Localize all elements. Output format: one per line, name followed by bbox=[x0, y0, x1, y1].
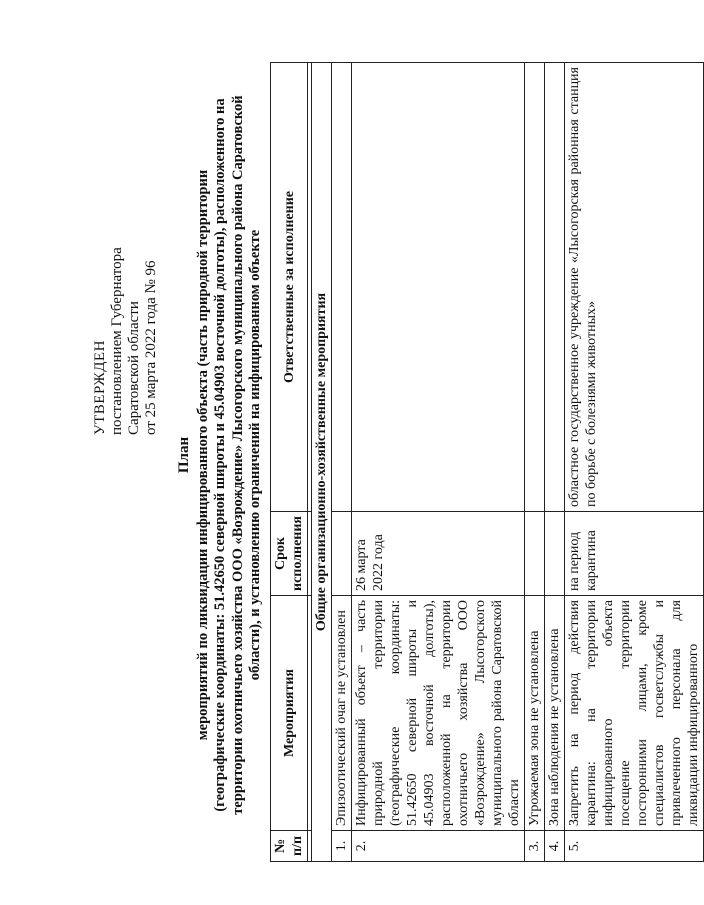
approval-line-2: Саратовской области bbox=[126, 301, 142, 435]
title-plan: План bbox=[176, 436, 192, 474]
row-responsible bbox=[332, 63, 352, 512]
row-responsible: областное государственное учреждение «Лысогорская районная станция по борьбе с болезнями животных» bbox=[565, 63, 704, 512]
header-number: № п/п bbox=[271, 831, 308, 862]
row-responsible bbox=[352, 63, 525, 512]
title-line-3: территории охотничьего хозяйства ООО «Возрождение» Лысогорского муниципального района Саратовской bbox=[229, 95, 246, 815]
row-measure: Зона наблюдения не установлена bbox=[545, 596, 565, 831]
table-row bbox=[565, 63, 704, 862]
header-measures: Мероприятия bbox=[271, 596, 308, 831]
row-measure: Запретить на период действия карантина: на территории инфицированного объекта посещение территории посторонними лицами, кроме специалистов госветслужбы и привлеченного персонала для ликвидации инфицированного bbox=[565, 596, 704, 831]
table-row bbox=[525, 63, 545, 862]
approval-line-1: постановлением Губернатора bbox=[109, 247, 125, 435]
table-row bbox=[545, 63, 565, 862]
row-term bbox=[525, 512, 545, 596]
row-number: 4. bbox=[545, 831, 565, 862]
measures-table bbox=[270, 62, 704, 862]
row-responsible bbox=[525, 63, 545, 512]
section-title: Общие организационно-хозяйственные мероприятия bbox=[312, 63, 332, 862]
row-number: 3. bbox=[525, 831, 545, 862]
header-responsible: Ответственные за исполнение bbox=[271, 63, 308, 512]
row-number: 2. bbox=[352, 831, 525, 862]
row-measure: Эпизоотический очаг не установлен bbox=[332, 596, 352, 831]
title-line-1: мероприятий по ликвидации инфицированного объекта (часть природной территории bbox=[194, 169, 211, 741]
section-row bbox=[312, 63, 332, 862]
row-measure: Угрожаемая зона не установлена bbox=[525, 596, 545, 831]
table-row bbox=[332, 63, 352, 862]
row-term: 26 марта 2022 года bbox=[352, 512, 525, 596]
table-header-row bbox=[271, 63, 308, 862]
approval-line-3: от 25 марта 2022 года № 96 bbox=[143, 260, 159, 435]
row-number: 5. bbox=[565, 831, 704, 862]
approval-stamp bbox=[92, 135, 160, 435]
row-measure: Инфицированный объект – часть природной территории (географические координаты: 51.42650 северной широты и 45.04903 восточной долготы), расположенной на территории охотничьего хозяйства ООО «Возрождение» Лысогорского муниципального района Саратовской области bbox=[352, 596, 525, 831]
table-row bbox=[352, 63, 525, 862]
document-title bbox=[176, 75, 265, 835]
header-term: Срок исполнения bbox=[271, 512, 308, 596]
approval-heading: УТВЕРЖДЕН bbox=[92, 340, 108, 435]
row-responsible bbox=[545, 63, 565, 512]
row-term: на период карантина bbox=[565, 512, 704, 596]
title-line-4: области), и установлению ограничений на инфицированном объекте bbox=[247, 229, 263, 681]
row-number: 1. bbox=[332, 831, 352, 862]
row-term bbox=[332, 512, 352, 596]
title-line-2: (географические координаты: 51.42650 северной широты и 45.04903 восточной долготы), расположенного на bbox=[212, 98, 228, 812]
row-term bbox=[545, 512, 565, 596]
